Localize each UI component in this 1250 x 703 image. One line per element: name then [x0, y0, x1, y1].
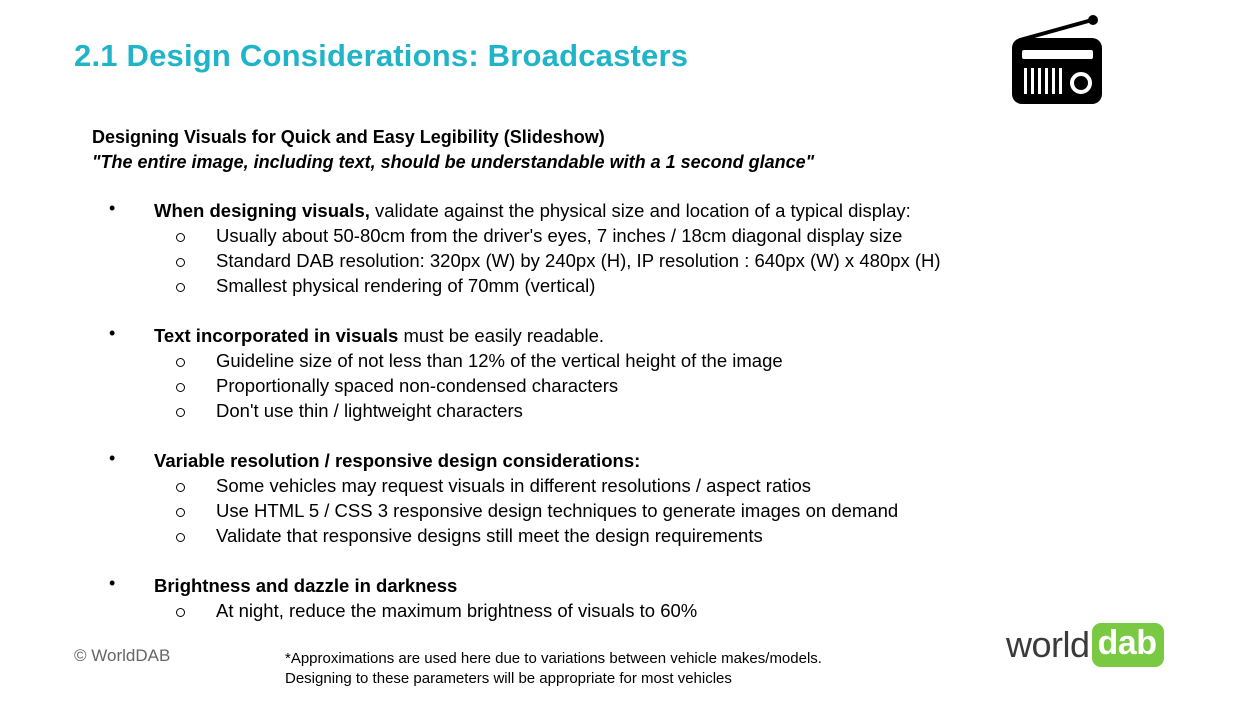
circle-bullet-icon — [176, 508, 185, 517]
bullet-item — [104, 573, 1104, 598]
logo-world-text: world — [1006, 624, 1090, 665]
logo-dab-badge: dab — [1092, 623, 1165, 667]
bullet-bold: Brightness and dazzle in darkness — [154, 575, 458, 596]
subheading-quote: "The entire image, including text, should be understandable with a 1 second glance" — [92, 152, 815, 172]
sub-bullet-item — [104, 248, 1104, 273]
sub-bullet-item — [104, 398, 1104, 423]
sub-bullet-text: Usually about 50-80cm from the driver's eyes, 7 inches / 18cm diagonal display size — [216, 225, 903, 246]
bullet-group — [104, 323, 1104, 423]
bullet-dot-icon: • — [109, 198, 116, 218]
sub-bullet-item — [104, 473, 1104, 498]
bullet-dot-icon: • — [109, 448, 116, 468]
circle-bullet-icon — [176, 283, 185, 292]
sub-bullet-text: Use HTML 5 / CSS 3 responsive design techniques to generate images on demand — [216, 500, 899, 521]
bullet-group — [104, 198, 1104, 298]
bullet-list — [104, 198, 1104, 648]
sub-bullet-item — [104, 523, 1104, 548]
sub-bullet-text: Proportionally spaced non-condensed characters — [216, 375, 619, 396]
footnote-line: *Approximations are used here due to variations between vehicle makes/models. — [285, 650, 822, 667]
sub-bullet-text: Validate that responsive designs still meet the design requirements — [216, 525, 763, 546]
bullet-text: must be easily readable. — [398, 325, 605, 346]
bullet-text: validate against the physical size and location of a typical display: — [369, 200, 911, 221]
circle-bullet-icon — [176, 608, 185, 617]
sub-bullet-text: At night, reduce the maximum brightness of visuals to 60% — [216, 600, 698, 621]
bullet-dot-icon: • — [109, 323, 116, 343]
sub-bullet-text: Smallest physical rendering of 70mm (vertical) — [216, 275, 596, 296]
circle-bullet-icon — [176, 233, 185, 242]
bullet-bold: Variable resolution / responsive design considerations: — [154, 450, 641, 471]
page-title: 2.1 Design Considerations: Broadcasters — [74, 38, 689, 73]
bullet-dot-icon: • — [109, 573, 116, 593]
footnote — [285, 649, 822, 689]
sub-bullet-item — [104, 273, 1104, 298]
subheading-title: Designing Visuals for Quick and Easy Legibility (Slideshow) — [92, 127, 605, 147]
sub-bullet-text: Guideline size of not less than 12% of the vertical height of the image — [216, 350, 783, 371]
circle-bullet-icon — [176, 358, 185, 367]
circle-bullet-icon — [176, 258, 185, 267]
bullet-item — [104, 198, 1104, 223]
bullet-group — [104, 573, 1104, 623]
sub-bullet-item — [104, 498, 1104, 523]
sub-bullet-text: Standard DAB resolution: 320px (W) by 240px (H), IP resolution : 640px (W) x 480px (H) — [216, 250, 941, 271]
footnote-line: Designing to these parameters will be appropriate for most vehicles — [285, 670, 732, 687]
subheading — [92, 125, 814, 175]
circle-bullet-icon — [176, 408, 185, 417]
copyright: © WorldDAB — [74, 646, 171, 665]
sub-bullet-item — [104, 348, 1104, 373]
circle-bullet-icon — [176, 383, 185, 392]
radio-icon — [1008, 14, 1104, 106]
sub-bullet-text: Some vehicles may request visuals in different resolutions / aspect ratios — [216, 475, 812, 496]
sub-bullet-item — [104, 598, 1104, 623]
bullet-item — [104, 448, 1104, 473]
worlddab-logo — [1006, 622, 1164, 668]
bullet-item — [104, 323, 1104, 348]
circle-bullet-icon — [176, 533, 185, 542]
bullet-bold: When designing visuals, — [154, 200, 370, 221]
bullet-bold: Text incorporated in visuals — [154, 325, 399, 346]
bullet-group — [104, 448, 1104, 548]
sub-bullet-item — [104, 223, 1104, 248]
sub-bullet-text: Don't use thin / lightweight characters — [216, 400, 523, 421]
sub-bullet-item — [104, 373, 1104, 398]
circle-bullet-icon — [176, 483, 185, 492]
